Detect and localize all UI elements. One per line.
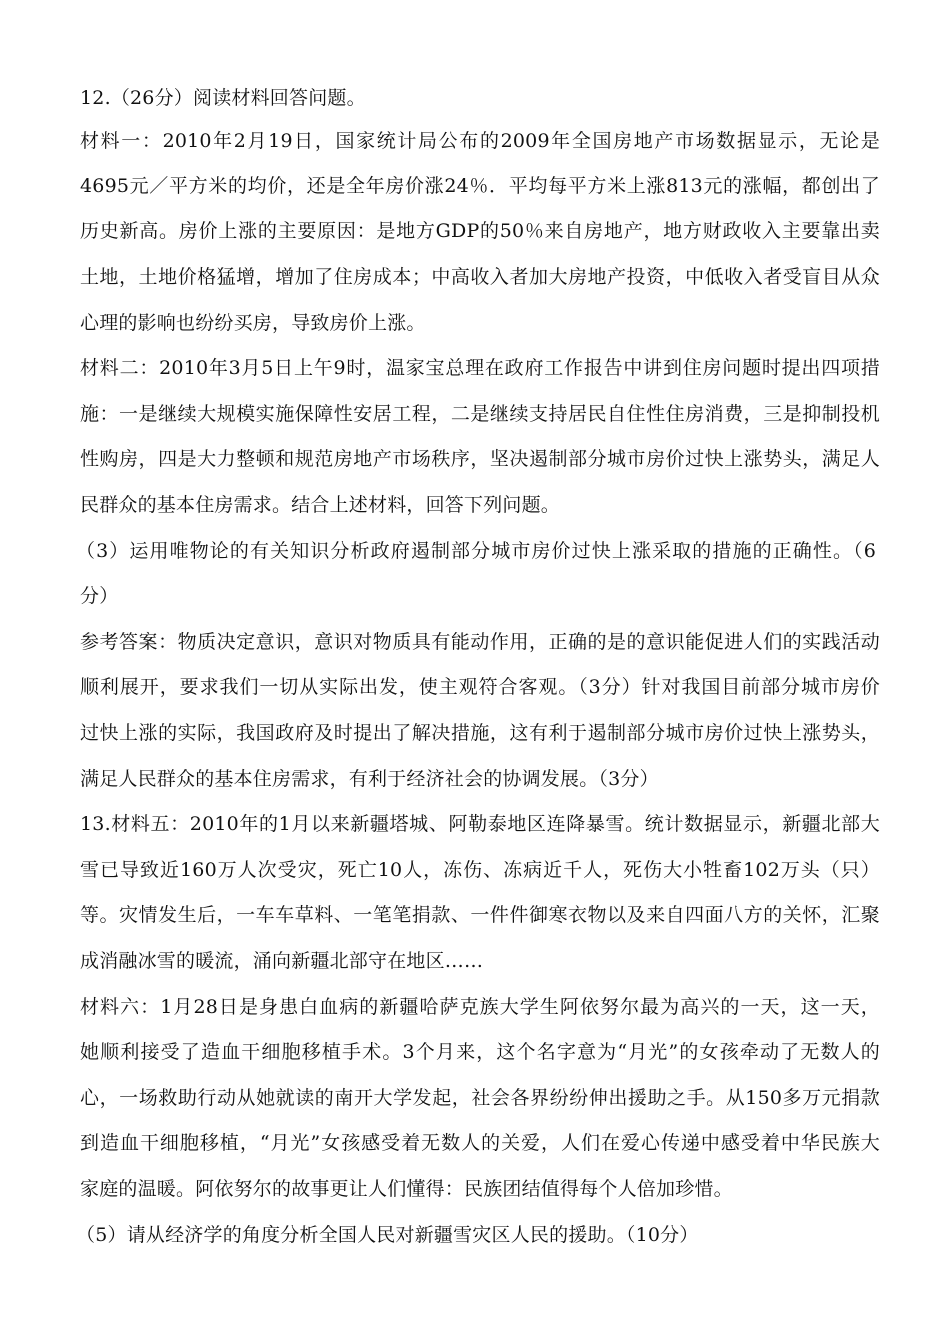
answer-line-3: 过快上涨的实际，我国政府及时提出了解决措施，这有利于遏制部分城市房价过快上涨势头，: [80, 722, 880, 744]
answer-line-4: 满足人民群众的基本住房需求，有利于经济社会的协调发展。（3分）: [80, 768, 659, 790]
sub-question-3-line-1: （3）运用唯物论的有关知识分析政府遏制部分城市房价过快上涨采取的措施的正确性。（6: [76, 540, 876, 562]
answer-line-2: 顺利展开，要求我们一切从实际出发，使主观符合客观。（3分）针对我国目前部分城市房价: [80, 676, 880, 698]
material-6-line-5: 家庭的温暖。阿依努尔的故事更让人们懂得：民族团结值得每个人倍加珍惜。: [80, 1178, 733, 1200]
material-1-line-4: 土地，土地价格猛增，增加了住房成本；中高收入者加大房地产投资，中低收入者受盲目从众: [80, 266, 880, 288]
material-6-line-1: 材料六：1月28日是身患白血病的新疆哈萨克族大学生阿依努尔最为高兴的一天，这一天，: [80, 996, 880, 1018]
question-12-heading: 12.（26分）阅读材料回答问题。: [80, 87, 366, 109]
question-13-line-4: 成消融冰雪的暖流，涌向新疆北部守在地区……: [80, 950, 484, 972]
question-13-line-3: 等。灾情发生后，一车车草料、一笔笔捐款、一件件御寒衣物以及来自四面八方的关怀，汇聚: [80, 904, 880, 926]
material-2-line-4: 民群众的基本住房需求。结合上述材料，回答下列问题。: [80, 494, 561, 516]
material-2-line-2: 施：一是继续大规模实施保障性安居工程，二是继续支持居民自住性住房消费，三是抑制投机: [80, 403, 880, 425]
material-1-line-5: 心理的影响也纷纷买房，导致房价上涨。: [80, 312, 426, 334]
material-6-line-2: 她顺利接受了造血干细胞移植手术。3个月来，这个名字意为“月光”的女孩牵动了无数人的: [80, 1041, 880, 1063]
material-1-line-1: 材料一：2010年2月19日，国家统计局公布的2009年全国房地产市场数据显示，无论是: [80, 130, 880, 152]
material-1-line-3: 历史新高。房价上涨的主要原因：是地方GDP的50％来自房地产，地方财政收入主要靠出卖: [80, 220, 880, 242]
sub-question-5: （5）请从经济学的角度分析全国人民对新疆雪灾区人民的援助。（10分）: [76, 1224, 699, 1246]
sub-question-3-line-2: 分）: [80, 585, 119, 607]
question-13-line-1: 13.材料五：2010年的1月以来新疆塔城、阿勒泰地区连降暴雪。统计数据显示，新疆北部大: [80, 813, 880, 835]
material-1-line-2: 4695元／平方米的均价，还是全年房价涨24％．平均每平方米上涨813元的涨幅，都创出了: [80, 175, 880, 197]
answer-line-1: 参考答案：物质决定意识，意识对物质具有能动作用，正确的是的意识能促进人们的实践活动: [80, 631, 880, 653]
material-2-line-1: 材料二：2010年3月5日上午9时，温家宝总理在政府工作报告中讲到住房问题时提出四项措: [80, 357, 880, 379]
material-6-line-3: 心，一场救助行动从她就读的南开大学发起，社会各界纷纷伸出援助之手。从150多万元捐款: [80, 1087, 880, 1109]
material-6-line-4: 到造血干细胞移植，“月光”女孩感受着无数人的关爱，人们在爱心传递中感受着中华民族大: [80, 1132, 880, 1154]
question-13-line-2: 雪已导致近160万人次受灾，死亡10人，冻伤、冻病近千人，死伤大小牲畜102万头（只）: [80, 859, 880, 881]
material-2-line-3: 性购房，四是大力整顿和规范房地产市场秩序，坚决遏制部分城市房价过快上涨势头，满足人: [80, 448, 880, 470]
